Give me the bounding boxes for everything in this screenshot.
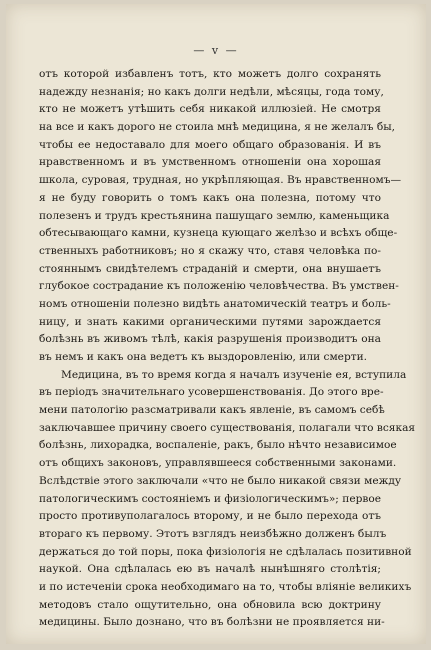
text-line: медицины. Было дознано, что въ болѣзни не проявляется ни- xyxy=(39,616,385,629)
text-line: отъ которой избавленъ тотъ, кто можетъ долго сохранять xyxy=(39,68,381,80)
text-line: номъ отношеніи полезно видѣть анатомическій театръ и боль- xyxy=(39,297,391,310)
page-number-header: — v — xyxy=(193,44,239,57)
text-line: въ періодъ значительнаго усовершенствованія. До этого вре- xyxy=(39,386,384,399)
text-line: патологическимъ состояніемъ и физіологическимъ»; первое xyxy=(39,492,381,505)
text-line: глубокое сострадание къ положенію человѣчества. Въ умствен- xyxy=(39,280,399,293)
text-line: болѣзнь въ живомъ тѣлѣ, какія разрушенія производитъ она xyxy=(39,333,381,346)
paragraph-end-line: въ немъ и какъ она ведетъ къ выздоровленію, или смерти. xyxy=(39,351,368,363)
text-line: обтесывающаго камни, кузнеца кующаго желѣзо и всѣхъ обще- xyxy=(39,227,398,240)
paragraph-start-line: Медицина, въ то время когда я началъ изученіе ея, вступила xyxy=(61,368,407,381)
text-line: стояннымъ свидѣтелемъ страданій и смерти, она внушаетъ xyxy=(39,262,381,275)
text-line: держаться до той поры, пока физіологія не сдѣлалась позитивной xyxy=(39,545,412,558)
text-line: Вслѣдствіе этого заключали «что не было никакой связи между xyxy=(39,474,402,487)
text-line: надежду незнанія; но какъ долги недѣли, мѣсяцы, года тому, xyxy=(39,85,384,98)
book-page xyxy=(6,4,426,644)
text-line: на все и какъ дорого не стоила мнѣ медицина, я не желалъ бы, xyxy=(39,121,396,134)
text-line: я не буду говорить о томъ какъ она полезна, потому что xyxy=(39,191,381,204)
text-line: нравственномъ и въ умственномъ отношеніи она хорошая xyxy=(39,156,381,169)
text-line: методовъ стало ощутительно, она обновила всю доктрину xyxy=(39,598,381,611)
text-line: ственныхъ работниковъ; но я скажу что, ставя человѣка по- xyxy=(39,244,381,257)
text-line: наукой. Она сдѣлалась ею въ началѣ нынѣшняго столѣтія; xyxy=(39,563,381,576)
page-body-text xyxy=(39,66,416,632)
text-line: отъ общихъ законовъ, управлявшееся собственными законами. xyxy=(39,457,397,470)
text-line: и по истеченіи срока необходимаго на то, чтобы вліяніе великихъ xyxy=(39,580,412,593)
text-line: мени патологію разсматривали какъ явленіе, въ самомъ себѣ xyxy=(39,404,385,417)
text-line: заключавшее причину своего существованія, полагали что всякая xyxy=(39,421,416,434)
text-line: чтобы ее недоставало для моего общаго образованія. И въ xyxy=(39,138,381,151)
text-line: болѣзнь, лихорадка, воспаленіе, ракъ, было нѣчто независимое xyxy=(39,439,397,452)
text-line: ницу, и знать какими органическими путями зарождается xyxy=(39,315,381,328)
text-line: втораго къ первому. Этотъ взглядъ неизбѣжно долженъ былъ xyxy=(39,527,387,540)
text-line: школа, суровая, трудная, но укрѣпляющая. Въ нравственномъ— xyxy=(39,174,402,187)
text-line: кто не можетъ утѣшить себя никакой иллюзіей. Не смотря xyxy=(39,103,381,116)
text-line: просто противуполагалось второму, и не было перехода отъ xyxy=(39,510,381,523)
text-line: полезенъ и трудъ крестьянина пашущаго землю, каменьщика xyxy=(39,209,390,222)
